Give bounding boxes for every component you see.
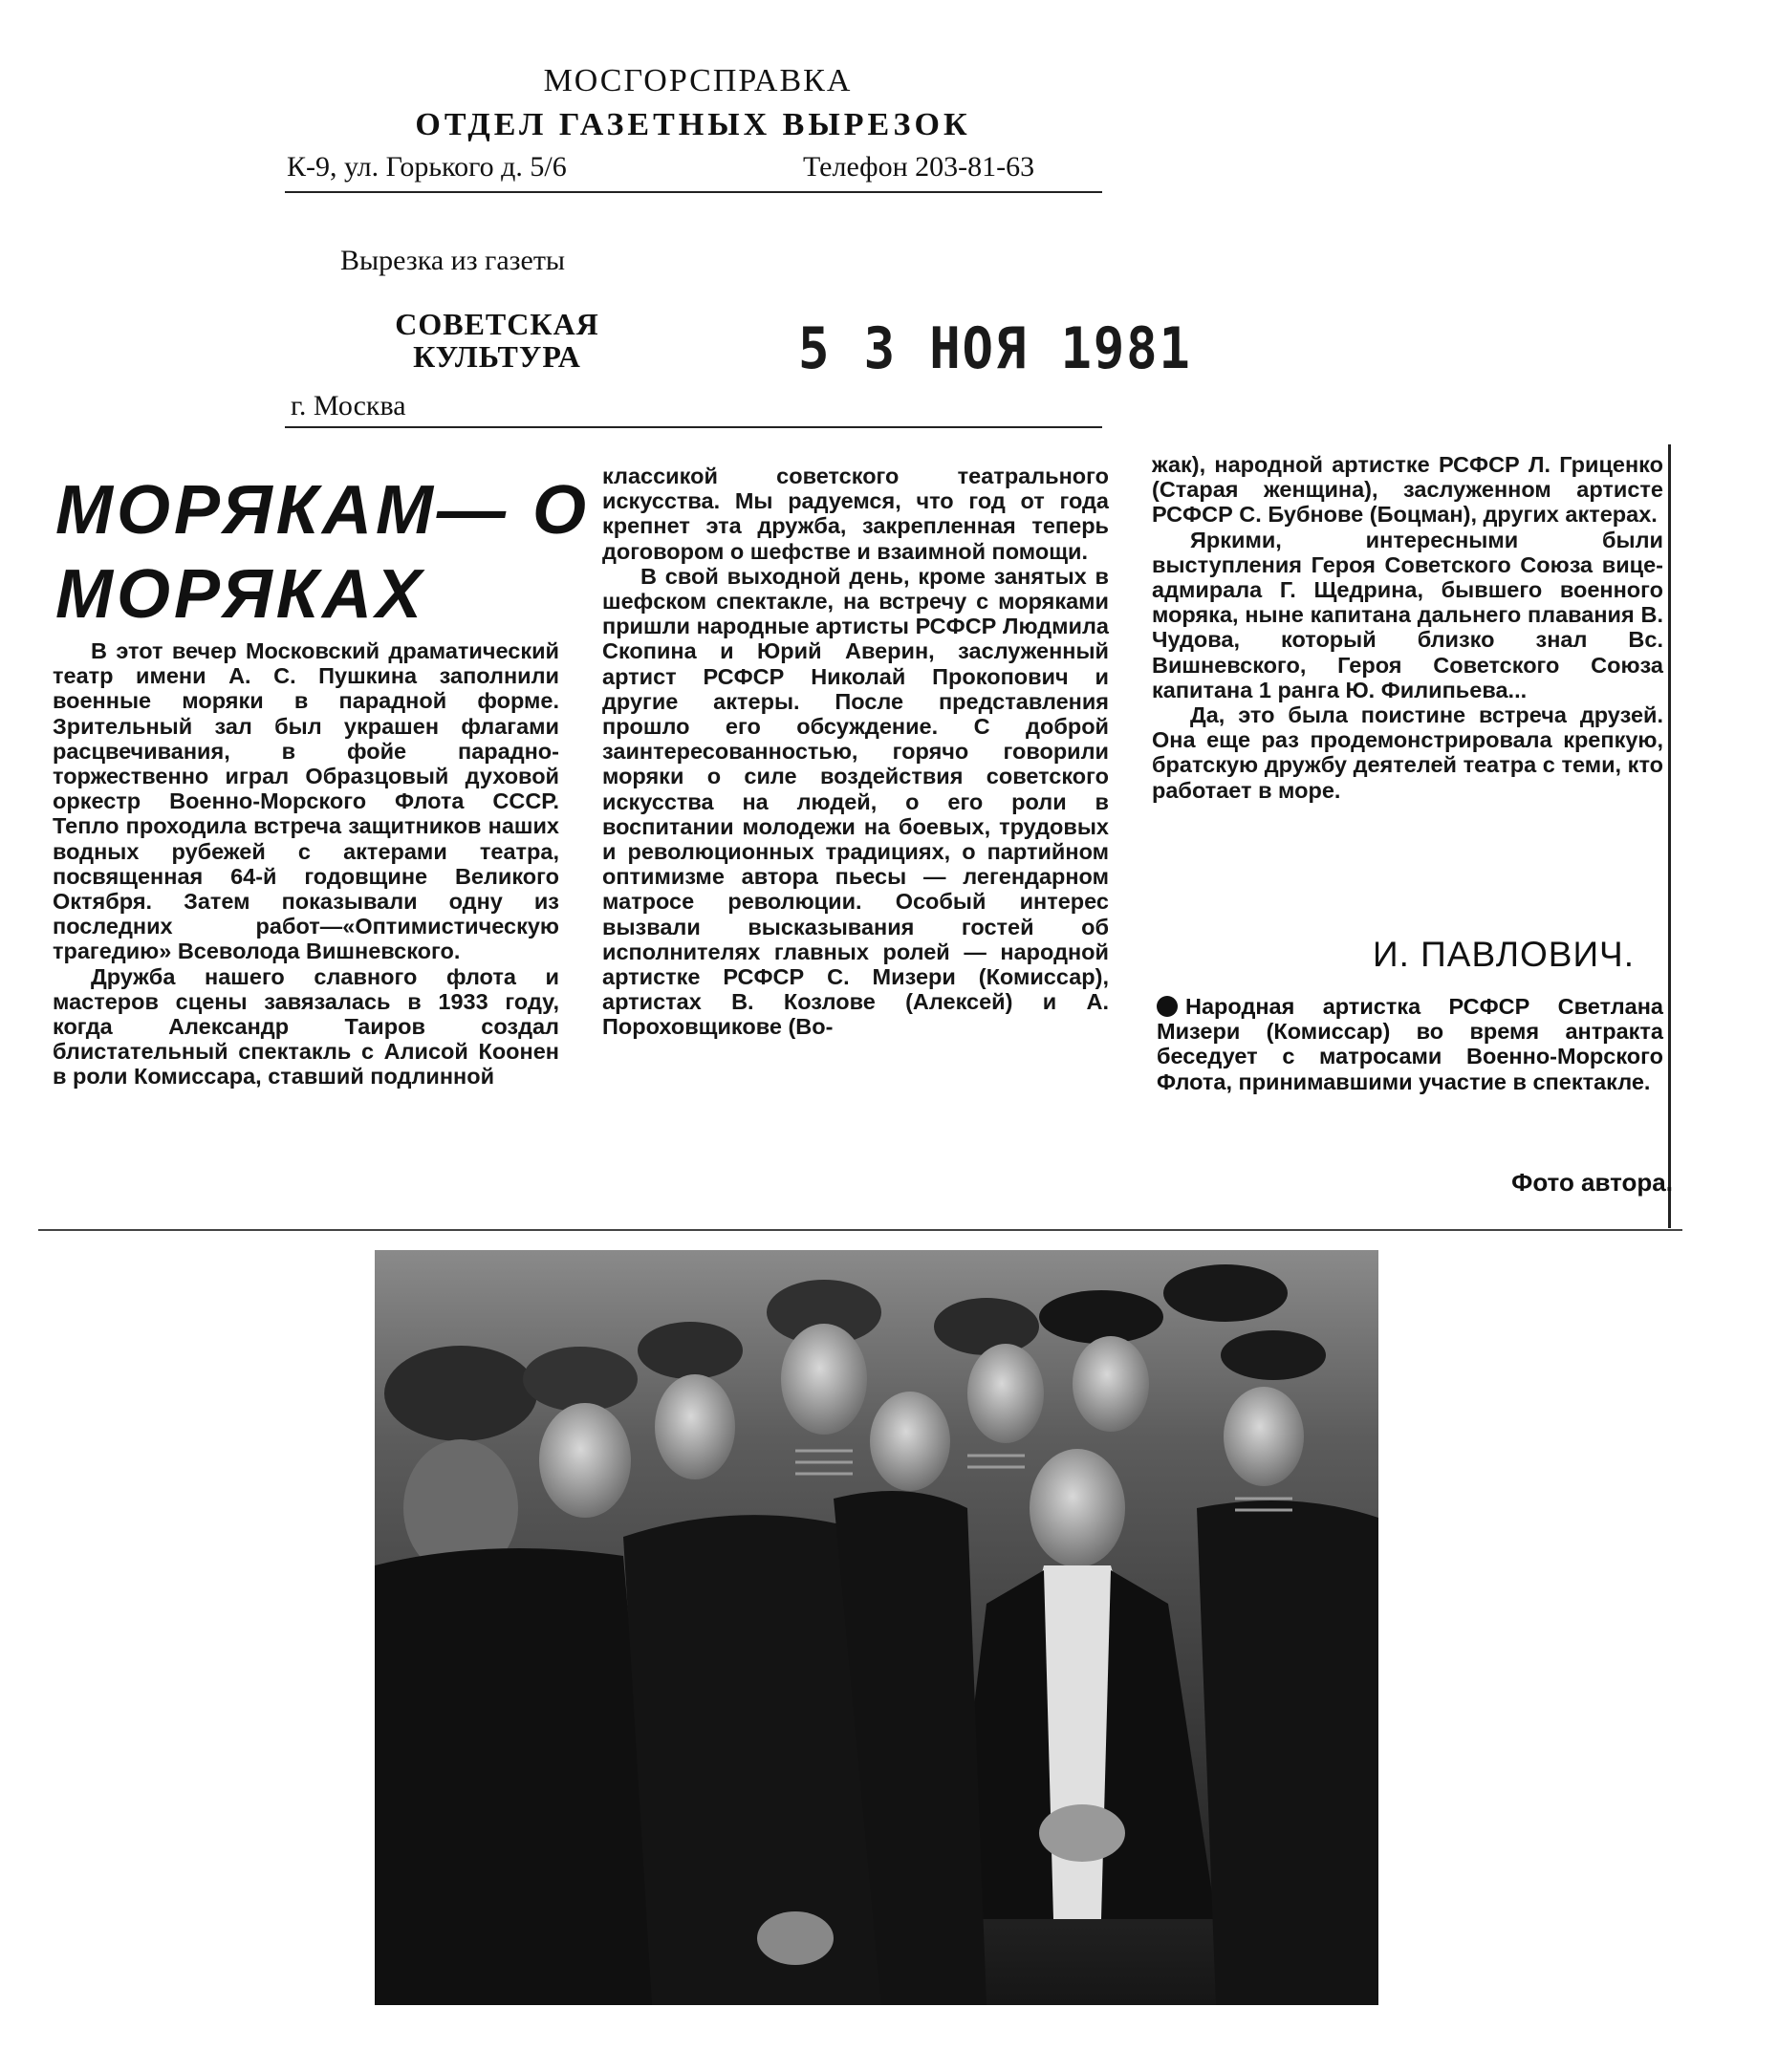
- photo-caption-text: Народная артистка РСФСР Светлана Мизери (Комиссар) во время антракта беседует с матросами Военно-Морского Флота, принимавшими участие в спектакле.: [1157, 994, 1663, 1094]
- photo-caption: [1157, 994, 1663, 1094]
- agency-address: К-9, ул. Горького д. 5/6: [287, 151, 567, 183]
- header-rule: [285, 191, 1102, 193]
- newspaper-name: СОВЕТСКАЯ КУЛЬТУРА: [395, 307, 599, 374]
- article-column-3: [1152, 452, 1663, 803]
- photo-illustration: [375, 1250, 1378, 2005]
- paragraph: Яркими, интересными были выступления Героя Советского Союза вице-адмирала Г. Щедрина, бывшего военного моряка, ныне капитана дальнего плавания В. Чудова, который близко знал Вс. Вишневского, Героя Советского Союза капитана 1 ранга Ю. Филипьева...: [1152, 527, 1663, 702]
- paragraph: Да, это была поистине встреча друзей. Она еще раз продемонстрировала крепкую, братскую дружбу деятелей театра с теми, кто работает в море.: [1152, 702, 1663, 803]
- author-signature: И. ПАВЛОВИЧ.: [1373, 935, 1635, 974]
- article-headline: МОРЯКАМ— О МОРЯКАХ: [55, 472, 590, 633]
- article-column-1: [53, 638, 559, 1090]
- photo-credit: Фото автора.: [1511, 1168, 1673, 1197]
- article-photo: [375, 1250, 1378, 2005]
- clipping-label: Вырезка из газеты: [340, 245, 566, 276]
- clipping-edge: [38, 1229, 1682, 1231]
- paragraph: Дружба нашего славного флота и мастеров сцены завязалась в 1933 году, когда Александр Таиров создал блистательный спектакль с Алисой Коонен в роли Комиссара, ставший подлинной: [53, 963, 559, 1090]
- article-column-2: [602, 464, 1109, 1040]
- newspaper-city: г. Москва: [291, 390, 406, 421]
- paragraph: В этот вечер Московский драматический театр имени А. С. Пушкина заполнили военные моряки в парадной форме. Зрительный зал был украшен флагами расцвечивания, в фойе парадно-торжественно играл Образцовый духовой оркестр Военно-Морского Флота СССР. Тепло проходила встреча защитников наших водных рубежей с актерами театра, посвященная 64-й годовщине Великого Октября. Затем показывали одну из последних работ—«Оптимистическую трагедию» Всеволода Вишневского.: [53, 638, 559, 964]
- paragraph: жак), народной артистке РСФСР Л. Гриценко (Старая женщина), заслуженном артисте РСФСР С. Бубнове (Боцман), других актерах.: [1152, 452, 1663, 528]
- agency-phone: Телефон 203-81-63: [803, 151, 1035, 183]
- agency-name: МОСГОРСПРАВКА: [543, 63, 853, 98]
- paragraph: классикой советского театрального искусства. Мы радуемся, что год от года крепнет эта дружба, закрепленная теперь договором о шефстве и взаимной помощи.: [602, 464, 1109, 564]
- clipping-rule: [285, 426, 1102, 428]
- bullet-icon: [1157, 996, 1178, 1017]
- date-stamp: 5 3 НОЯ 1981: [798, 315, 1192, 382]
- department-name: ОТДЕЛ ГАЗЕТНЫХ ВЫРЕЗОК: [415, 107, 971, 142]
- column-rule: [1668, 444, 1671, 1228]
- paragraph: В свой выходной день, кроме занятых в шефском спектакле, на встречу с моряками пришли народные артисты РСФСР Людмила Скопина и Юрий Аверин, заслуженный артист РСФСР Николай Прокопович и другие актеры. После представления прошло его обсуждение. С доброй заинтересованностью, горячо говорили моряки о силе воздействия советского искусства на людей, о его роли в воспитании молодежи на боевых, трудовых и революционных традициях, о партийном оптимизме автора пьесы — легендарном матросе революции. Особый интерес вызвали высказывания гостей об исполнителях главных ролей — народной артистке РСФСР С. Мизери (Комиссар), артистах В. Козлове (Алексей) и А. Пороховщикове (Во-: [602, 563, 1109, 1040]
